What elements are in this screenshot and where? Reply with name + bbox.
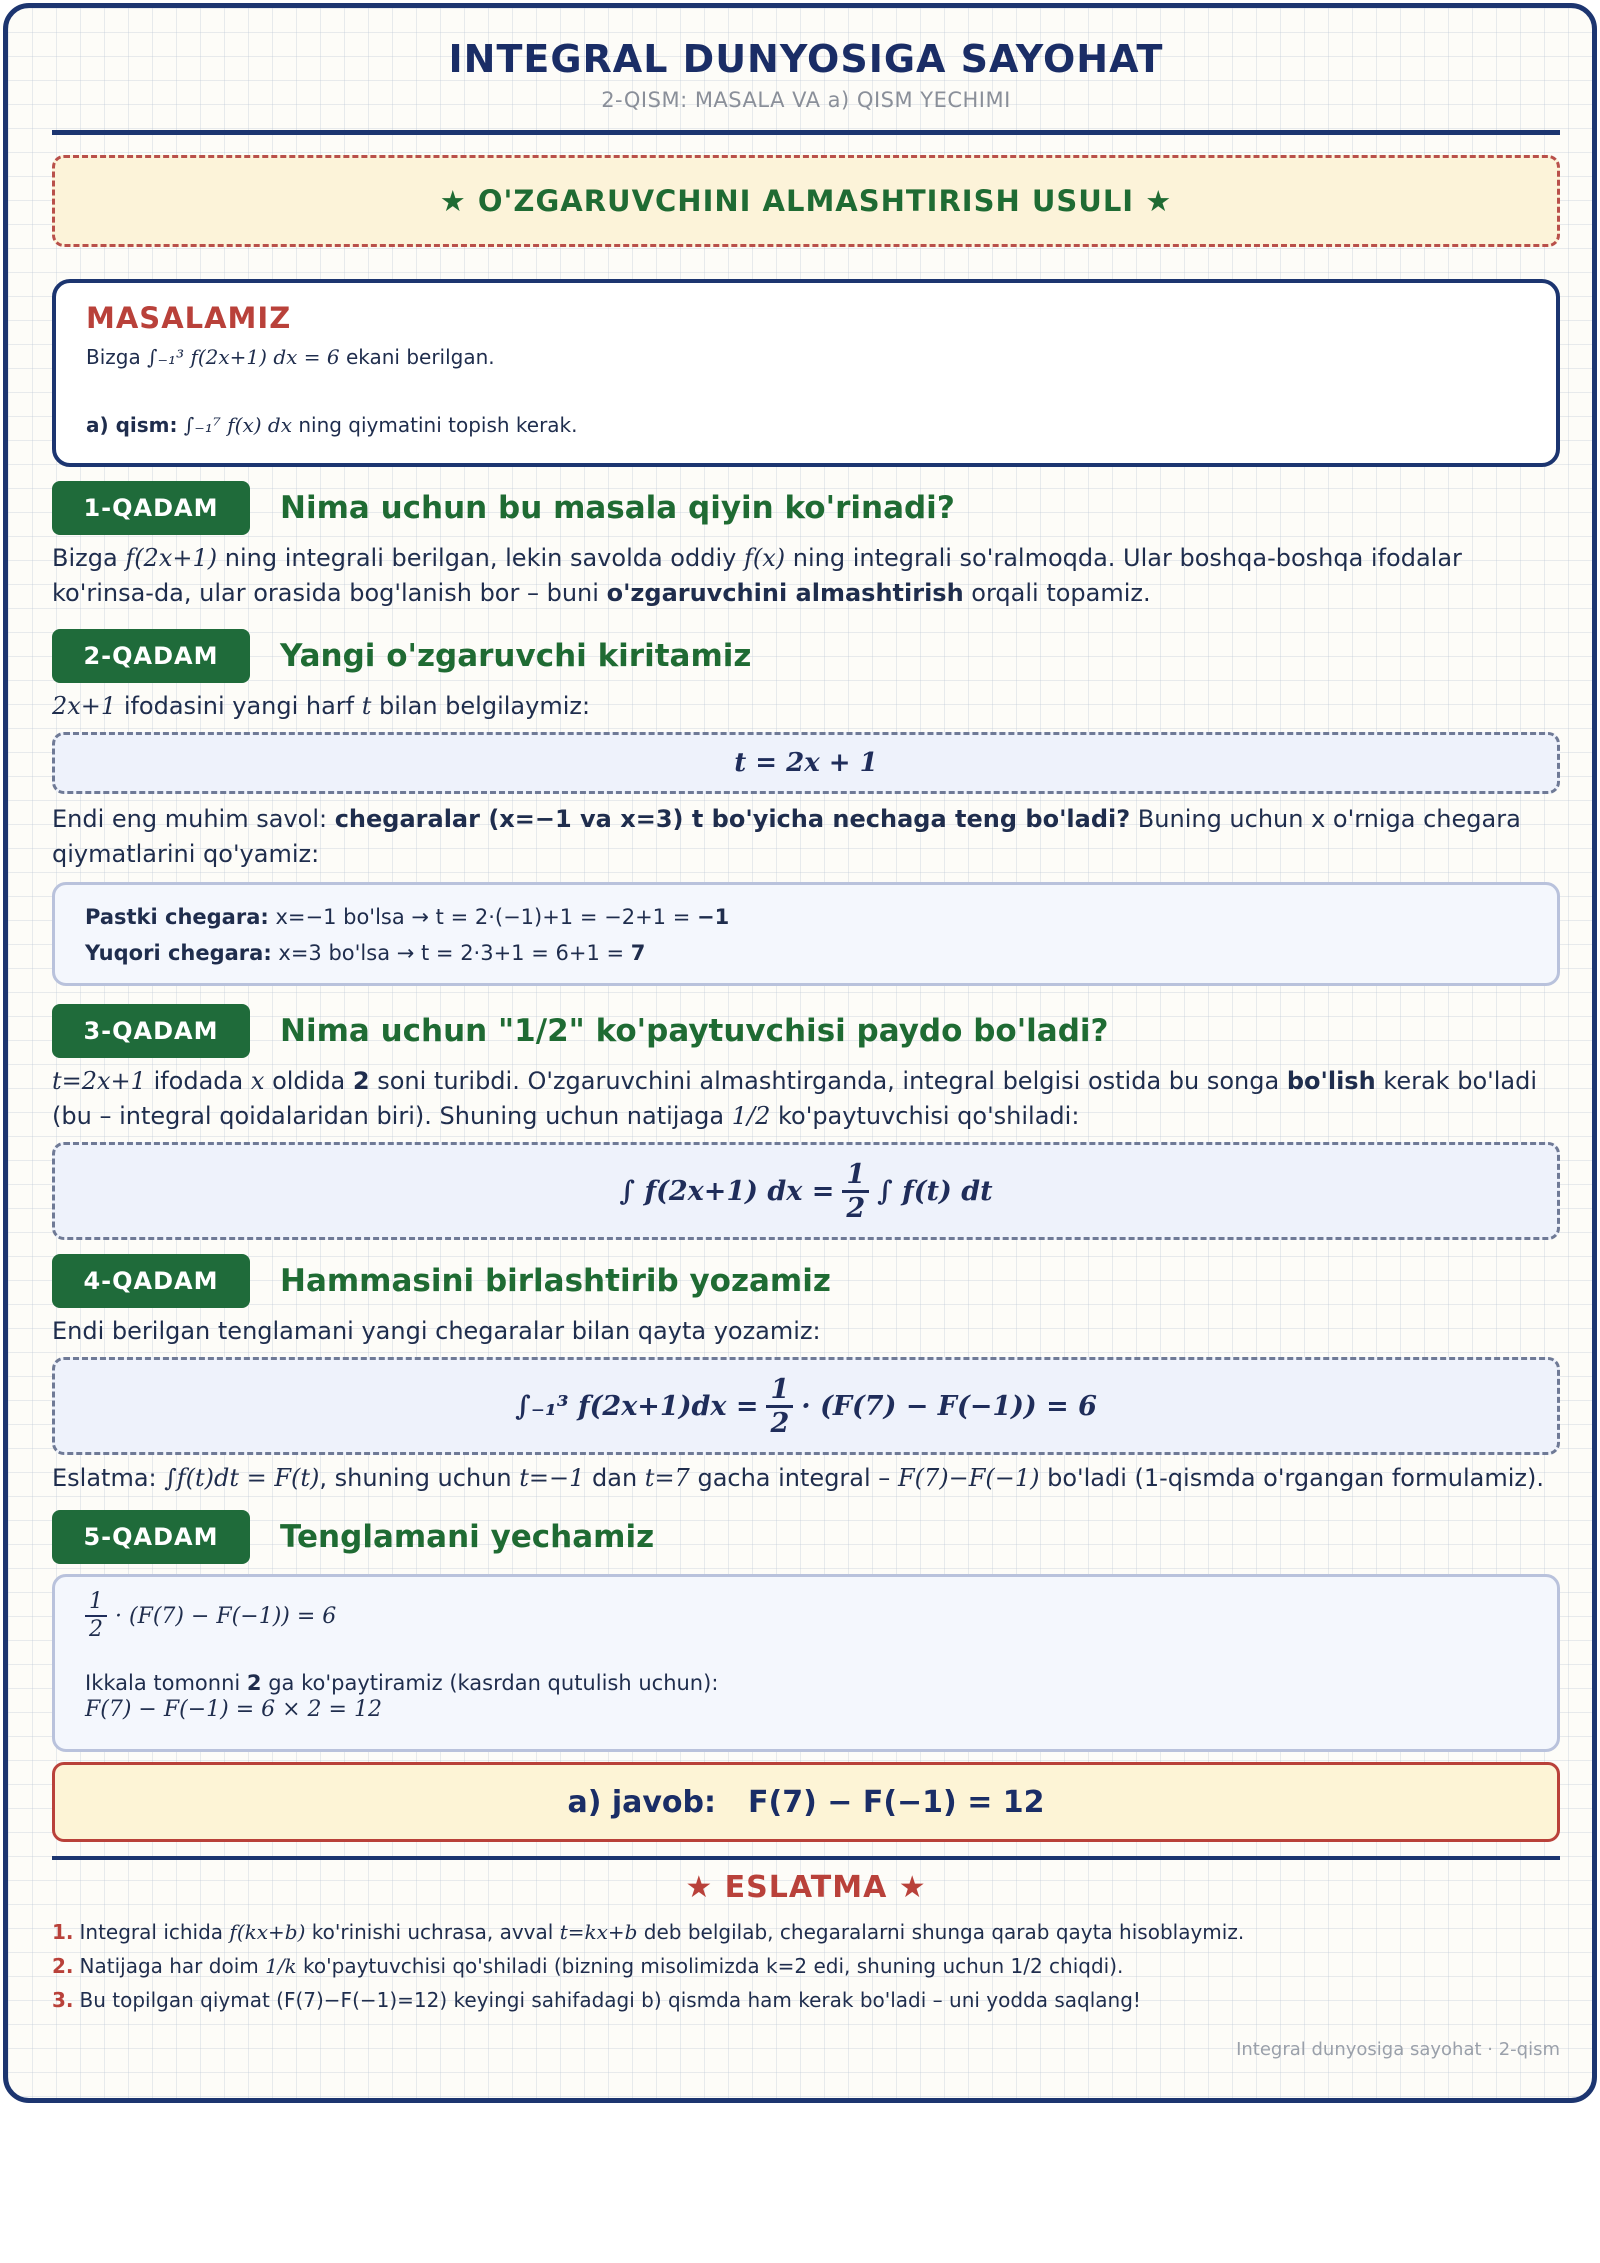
step-4-intro: Endi berilgan tenglamani yangi chegaralar bilan qayta yozamiz: (52, 1317, 821, 1345)
fraction: $\frac{1}{2}$ (766, 1376, 793, 1437)
solution-box (52, 1574, 1560, 1752)
notes-list (52, 1915, 1560, 2017)
page-subtitle: 2-QISM: MASALA VA a) QISM YECHIMI (601, 88, 1011, 112)
step-2-question: Endi eng muhim savol: chegaralar (x=−1 va x=3) t bo'yicha nechaga teng bo'ladi? Buning uchun x o'rniga chegara qiymatlarini qo'yamiz: (52, 805, 1521, 868)
step-2-title: Yangi o'zgaruvchi kiritamiz (280, 638, 752, 674)
list-item: 2. Natijaga har doim 1/k ko'paytuvchisi qo'shiladi (bizning misolimizda k=2 edi, shuning uchun 1/2 chiqdi). (52, 1954, 1124, 1978)
task-title: MASALAMIZ (86, 301, 292, 335)
combined-formula: ∫₋₁³ f(2x+1)dx = $\frac{1}{2}$ · (F(7) − F(−1)) = 6 (52, 1357, 1560, 1455)
solution-instruction: Ikkala tomonni 2 ga ko'paytiramiz (kasrdan qutulish uchun): (85, 1671, 719, 1695)
fraction: $\frac{1}{2}$ (842, 1161, 869, 1222)
given-formula: ∫₋₁³ f(2x+1) dx = 6 (147, 345, 340, 369)
step-5-badge: 5-QADAM (52, 1510, 250, 1564)
part-a-label: a) qism: (86, 413, 178, 437)
step-4-badge: 4-QADAM (52, 1254, 250, 1308)
step-4-title: Hammasini birlashtirib yozamiz (280, 1263, 831, 1299)
solution-equation-2: F(7) − F(−1) = 6 × 2 = 12 (85, 1697, 382, 1722)
step-3-text: t=2x+1 ifodada x oldida 2 soni turibdi. O'zgaruvchini almashtirganda, integral belgisi ostida bu songa bo'lish kerak bo'ladi (bu – integral qoidalaridan biri). Shuning uchun natijaga 1/2 ko'paytuvchisi qo'shiladi: (52, 1067, 1538, 1130)
limits-box (52, 882, 1560, 986)
solution-equation-1: $\frac{1}{2}$ · (F(7) − F(−1)) = 6 (85, 1591, 1527, 1641)
lower-limit-row: Pastki chegara: x=−1 bo'lsa → t = 2·(−1)+1 = −2+1 = −1 (85, 905, 730, 929)
step-4-header (52, 1254, 1560, 1308)
notes-divider (52, 1856, 1560, 1860)
step-2-badge: 2-QADAM (52, 629, 250, 683)
worksheet-page (3, 3, 1597, 2103)
step-1-header (52, 481, 1560, 535)
step-2-header (52, 629, 1560, 683)
step-4-note: Eslatma: ∫f(t)dt = F(t), shuning uchun t=−1 dan t=7 gacha integral – F(7)−F(−1) bo'ladi (1-qismda o'rgangan formulamiz). (52, 1464, 1544, 1492)
answer-box (52, 1762, 1560, 1842)
list-item: 1. Integral ichida f(kx+b) ko'rinishi uchrasa, avval t=kx+b deb belgilab, chegaralarni shunga qarab qayta hisoblaymiz. (52, 1920, 1245, 1944)
step-3-badge: 3-QADAM (52, 1004, 250, 1058)
task-part-a: a) qism: ∫₋₁⁷ f(x) dx ning qiymatini topish kerak. (86, 413, 578, 437)
part-a-formula: ∫₋₁⁷ f(x) dx (183, 413, 292, 437)
method-banner: ★ O'ZGARUVCHINI ALMASHTIRISH USULI ★ (52, 155, 1560, 247)
upper-limit-row: Yuqori chegara: x=3 bo'lsa → t = 2·3+1 = 6+1 = 7 (85, 941, 646, 965)
step-5-header (52, 1510, 1560, 1564)
answer-value: F(7) − F(−1) = 12 (748, 1784, 1045, 1820)
notes-title: ★ ESLATMA ★ (685, 1870, 927, 1905)
step-2-intro: 2x+1 ifodasini yangi harf t bilan belgilaymiz: (52, 692, 591, 720)
step-3-header (52, 1004, 1560, 1058)
step-5-title: Tenglamani yechamiz (280, 1519, 655, 1555)
substitution-formula: t = 2x + 1 (52, 732, 1560, 794)
fraction: $\frac{1}{2}$ (85, 1591, 107, 1641)
step-3-title: Nima uchun "1/2" ko'paytuvchisi paydo bo'ladi? (280, 1013, 1109, 1049)
page-title: INTEGRAL DUNYOSIGA SAYOHAT (448, 37, 1164, 81)
half-factor-formula: ∫ f(2x+1) dx = $\frac{1}{2}$ ∫ f(t) dt (52, 1142, 1560, 1240)
task-box (52, 279, 1560, 467)
step-1-badge: 1-QADAM (52, 481, 250, 535)
list-item: 3. Bu topilgan qiymat (F(7)−F(−1)=12) keyingi sahifadagi b) qismda ham kerak bo'ladi – uni yodda saqlang! (52, 1988, 1141, 2012)
header-divider (52, 130, 1560, 135)
step-1-text: Bizga f(2x+1) ning integrali berilgan, lekin savolda oddiy f(x) ning integrali so'ralmoqda. Ular boshqa-boshqa ifodalar ko'rinsa-da, ular orasida bog'lanish bor – buni o'zgaruvchini almashtirish orqali topamiz. (52, 544, 1462, 607)
page-footer: Integral dunyosiga sayohat · 2-qism (1236, 2039, 1560, 2060)
task-given: Bizga ∫₋₁³ f(2x+1) dx = 6 ekani berilgan. (86, 345, 495, 369)
step-1-title: Nima uchun bu masala qiyin ko'rinadi? (280, 490, 955, 526)
answer-label: a) javob: (567, 1784, 717, 1820)
